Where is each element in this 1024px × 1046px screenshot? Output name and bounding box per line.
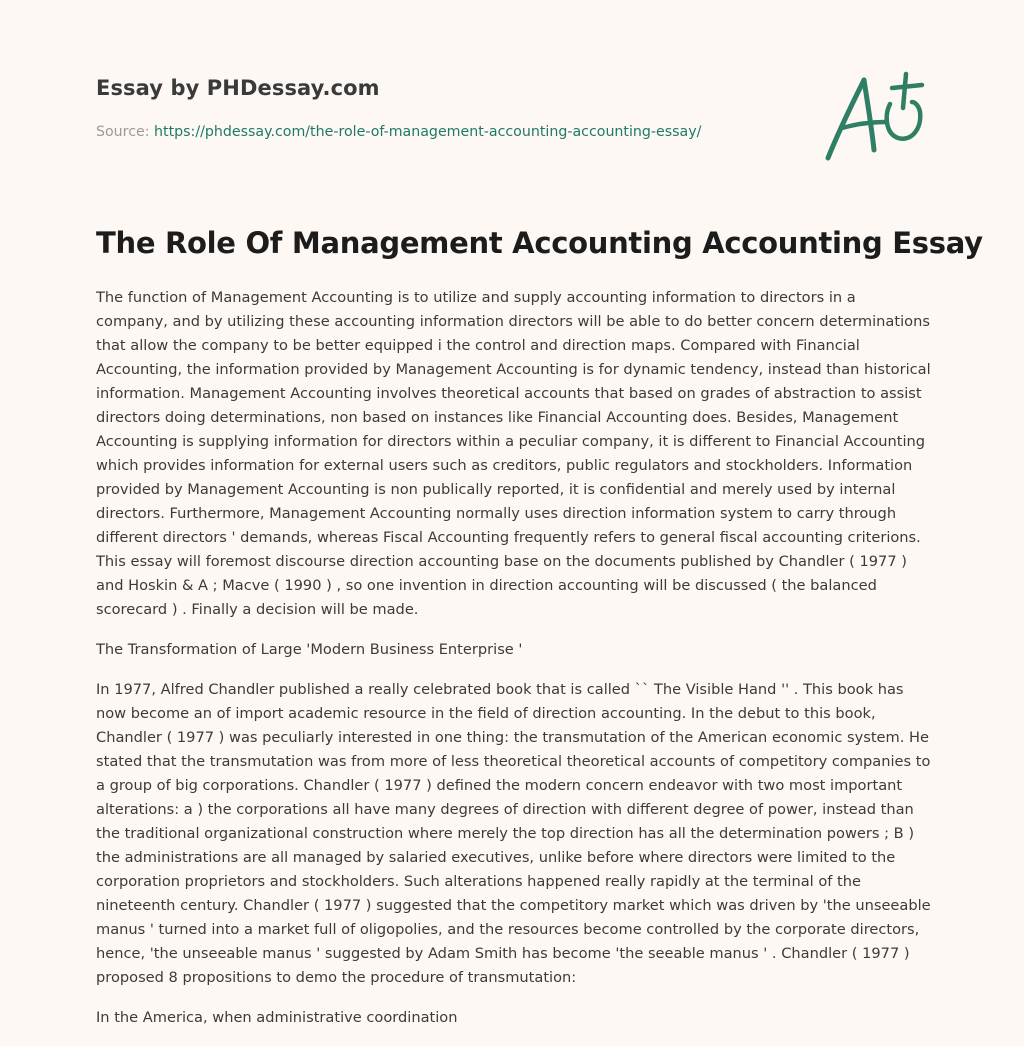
essay-body — [96, 286, 932, 1046]
paragraph: The function of Management Accounting is to utilize and supply accounting information to directors in a company, and by utilizing these accounting information directors will be able to do better concern determinations that allow the company to be better equipped i the control and direction maps. Compared with Financial Accounting, the information provided by Management Accounting is for dynamic tendency, instead than historical information. Management Accounting involves theoretical accounts that based on grades of abstraction to assist directors doing determinations, non based on instances like Financial Accounting does. Besides, Management Accounting is supplying information for directors within a peculiar company, it is different to Financial Accounting which provides information for external users such as creditors, public regulators and stockholders. Information provided by Management Accounting is non publically reported, it is confidential and merely used by internal directors. Furthermore, Management Accounting normally uses direction information system to carry through different directors ' demands, whereas Fiscal Accounting frequently refers to general fiscal accounting criterions. This essay will foremost discourse direction accounting base on the documents published by Chandler ( 1977 ) and Hoskin & A ; Macve ( 1990 ) , so one invention in direction accounting will be discussed ( the balanced scorecard ) . Finally a decision will be made. — [96, 289, 931, 618]
essay-title: The Role Of Management Accounting Accounting Essay — [96, 226, 983, 260]
section-heading: The Transformation of Large 'Modern Business Enterprise ' — [96, 641, 523, 658]
source-label: Source: — [96, 124, 155, 140]
site-brand: Essay by PHDessay.com — [96, 76, 380, 100]
source-link[interactable]: https://phdessay.com/the-role-of-management-accounting-accounting-essay/ — [154, 124, 702, 140]
source-line — [96, 124, 701, 140]
paragraph: In 1977, Alfred Chandler published a really celebrated book that is called `` The Visible Hand '' . This book has now become an of import academic resource in the field of direction accounting. In the debut to this book, Chandler ( 1977 ) was peculiarly interested in one thing: the transmutation of the American economic system. He stated that the transmutation was from more of less theoretical theoretical accounts of competitory companies to a group of big corporations. Chandler ( 1977 ) defined the modern concern endeavor with two most important alterations: a ) the corporations all have many degrees of direction with different degree of power, instead than the traditional organizational construction where merely the top direction has all the determination powers ; B ) the administrations are all managed by salaried executives, unlike before where directors were limited to the corporation proprietors and stockholders. Such alterations happened really rapidly at the terminal of the nineteenth century. Chandler ( 1977 ) suggested that the competitory market which was driven by 'the unseeable manus ' turned into a market full of oligopolies, and the resources become controlled by the corporate directors, hence, 'the unseeable manus ' suggested by Adam Smith has become 'the seeable manus ' . Chandler ( 1977 ) proposed 8 propositions to demo the procedure of transmutation: — [96, 681, 931, 986]
paragraph: In the America, when administrative coordination — [96, 1009, 458, 1026]
a-plus-logo — [820, 66, 930, 166]
